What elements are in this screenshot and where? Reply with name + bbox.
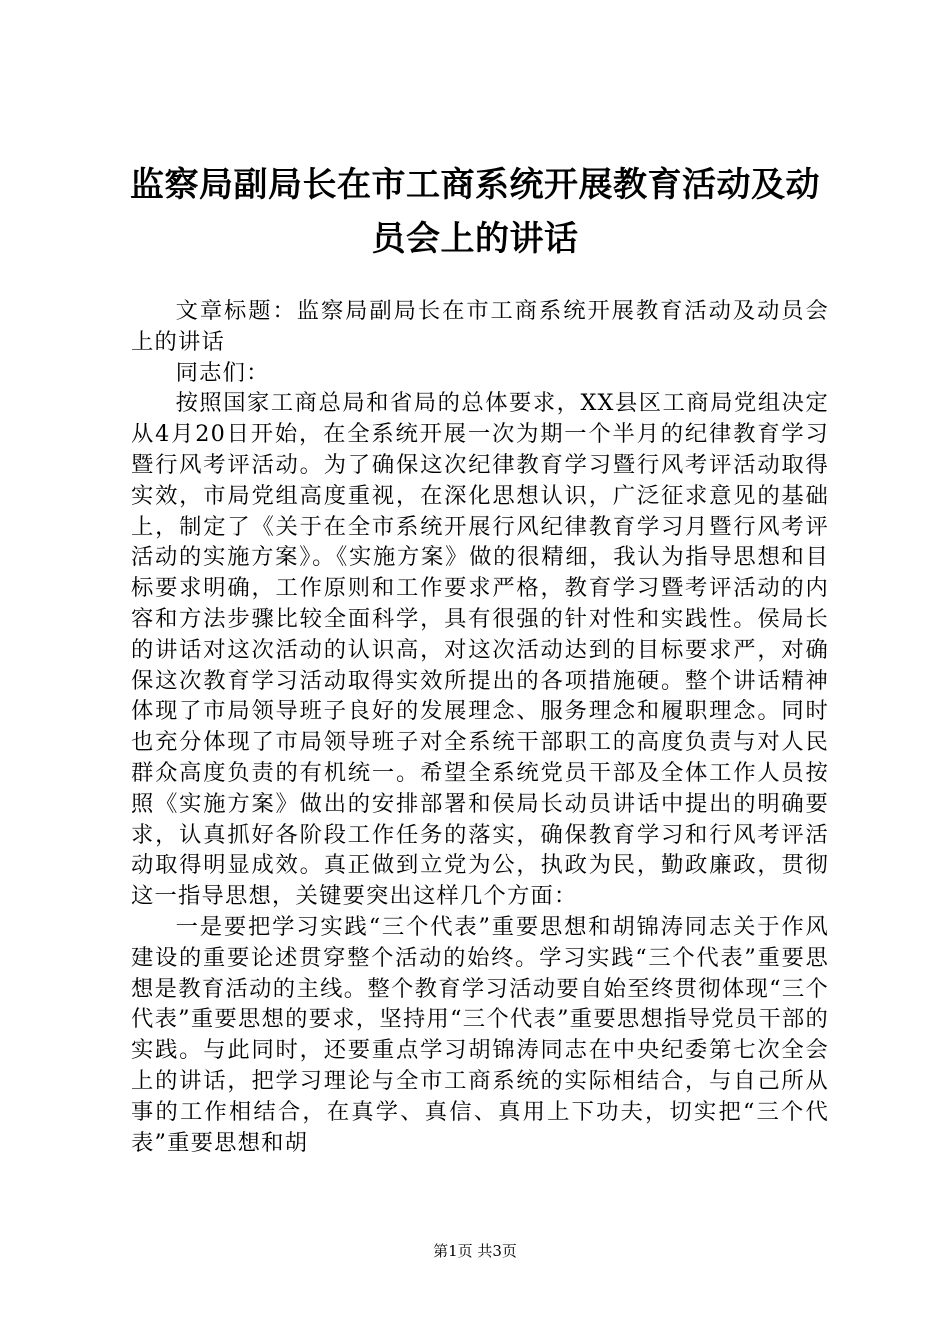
page-footer: 第1页 共3页: [433, 1242, 517, 1260]
document-title: 监察局副局长在市工商系统开展教育活动及动员会上的讲话: [130, 165, 820, 259]
document-body: [131, 296, 829, 1158]
article-title-line: 文章标题：监察局副局长在市工商系统开展教育活动及动员会上的讲话: [131, 298, 829, 355]
salutation: 同志们：: [175, 359, 270, 386]
body-paragraph-2: 一是要把学习实践“三个代表”重要思想和胡锦涛同志关于作风建设的重要论述贯穿整个活动的始终。学习实践“三个代表”重要思想是教育活动的主线。整个教育学习活动要自始至终贯彻体现“三个代表”重要思想的要求，坚持用“三个代表”重要思想指导党员干部的实践。与此同时，还要重点学习胡锦涛同志在中央纪委第七次全会上的讲话，把学习理论与全市工商系统的实际相结合，与自己所从事的工作相结合，在真学、真信、真用上下功夫，切实把“三个代表”重要思想和胡: [131, 913, 829, 1156]
body-paragraph-1: 按照国家工商总局和省局的总体要求，XX县区工商局党组决定从4月20日开始，在全系统开展一次为期一个半月的纪律教育学习暨行风考评活动。为了确保这次纪律教育学习暨行风考评活动取得实效，市局党组高度重视，在深化思想认识，广泛征求意见的基础上，制定了《关于在全市系统开展行风纪律教育学习月暨行风考评活动的实施方案》。《实施方案》做的很精细，我认为指导思想和目标要求明确，工作原则和工作要求严格，教育学习暨考评活动的内容和方法步骤比较全面科学，具有很强的针对性和实践性。侯局长的讲话对这次活动的认识高，对这次活动达到的目标要求严，对确保这次教育学习活动取得实效所提出的各项措施硬。整个讲话精神体现了市局领导班子良好的发展理念、服务理念和履职理念。同时也充分体现了市局领导班子对全系统干部职工的高度负责与对人民群众高度负责的有机统一。希望全系统党员干部及全体工作人员按照《实施方案》做出的安排部署和侯局长动员讲话中提出的明确要求，认真抓好各阶段工作任务的落实，确保教育学习和行风考评活动取得明显成效。真正做到立党为公，执政为民，勤政廉政，贯彻这一指导思想，关键要突出这样几个方面：: [131, 390, 829, 910]
